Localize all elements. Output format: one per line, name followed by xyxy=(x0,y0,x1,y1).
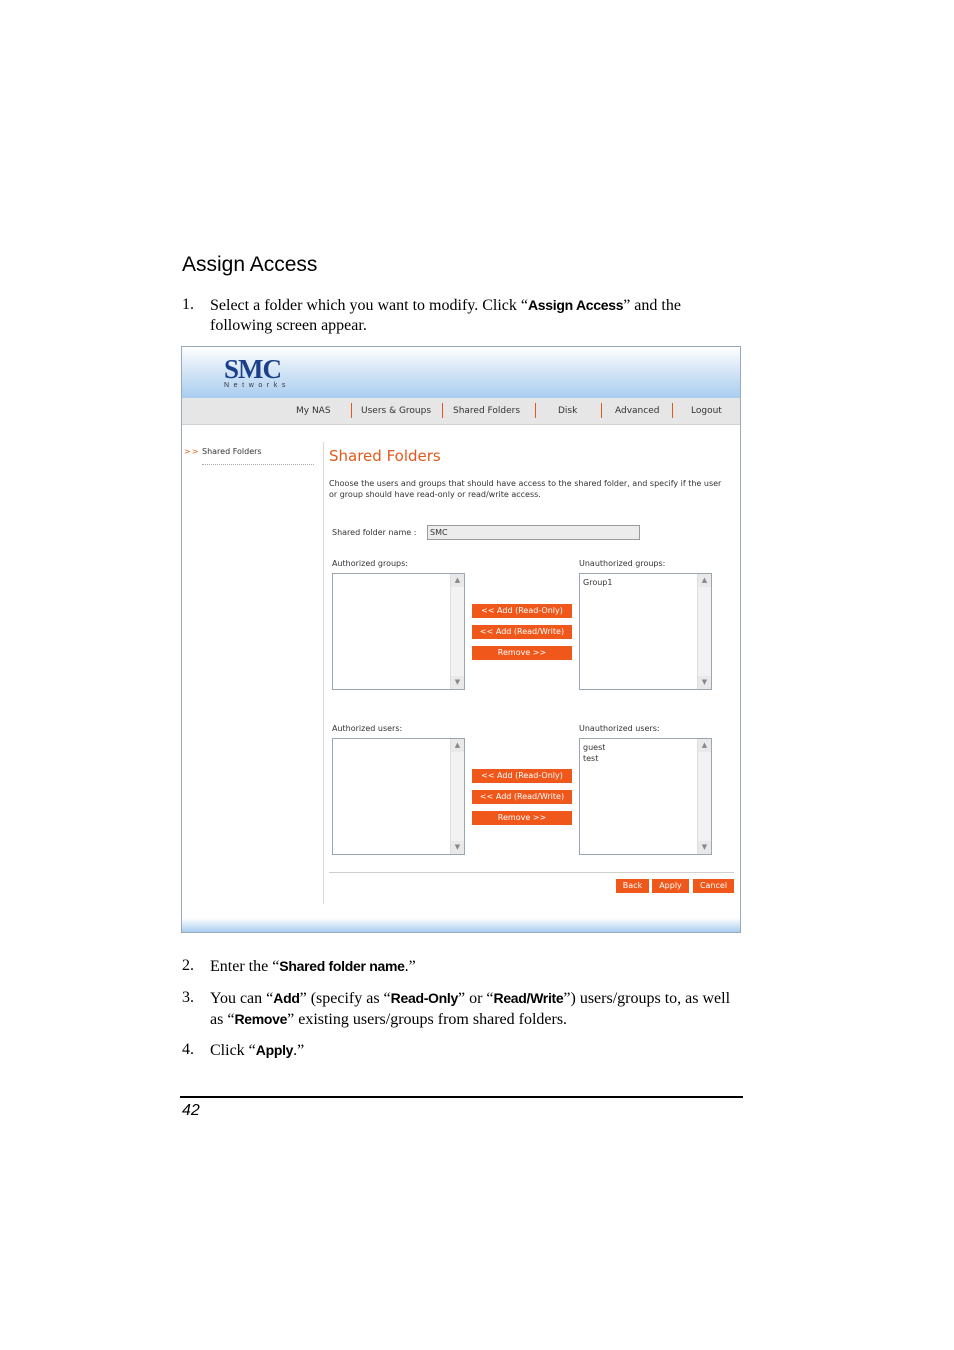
text: Enter the “ xyxy=(210,958,280,975)
scroll-up-icon[interactable]: ▲ xyxy=(698,739,711,752)
text: ” existing users/groups from shared folders. xyxy=(287,1011,568,1028)
apply-button[interactable]: Apply xyxy=(652,879,689,893)
scroll-up-icon[interactable]: ▲ xyxy=(451,739,464,752)
keyword: Add xyxy=(273,990,300,1006)
list-item[interactable]: test xyxy=(583,754,599,763)
list-item[interactable]: guest xyxy=(583,743,606,752)
scrollbar[interactable] xyxy=(450,739,464,854)
sidebar-arrow-icon: >> xyxy=(184,447,200,456)
page-description: Choose the users and groups that should have access to the shared folder, and specify if the user or group should have read-only or read/write access. xyxy=(329,479,722,499)
nav-logout[interactable]: Logout xyxy=(691,406,722,416)
nav-users-groups[interactable]: Users & Groups xyxy=(361,406,432,416)
vertical-divider xyxy=(323,442,324,904)
step-number: 1. xyxy=(182,296,194,313)
scroll-up-icon[interactable]: ▲ xyxy=(698,574,711,587)
scroll-down-icon[interactable]: ▼ xyxy=(451,841,464,854)
scroll-down-icon[interactable]: ▼ xyxy=(698,676,711,689)
unauthorized-groups-label: Unauthorized groups: xyxy=(579,559,666,568)
scroll-down-icon[interactable]: ▼ xyxy=(698,841,711,854)
folder-name-label: Shared folder name : xyxy=(332,528,417,537)
nav-separator xyxy=(601,403,602,418)
step-text xyxy=(210,956,747,977)
list-item[interactable]: Group1 xyxy=(583,578,613,587)
cancel-button[interactable]: Cancel xyxy=(693,879,734,893)
smc-logo xyxy=(224,355,290,389)
scrollbar[interactable] xyxy=(450,574,464,689)
text: ” or “ xyxy=(457,990,494,1007)
text: You can “ xyxy=(210,990,274,1007)
keyword: Read/Write xyxy=(493,990,564,1006)
nav-shared-folders[interactable]: Shared Folders xyxy=(453,406,521,416)
sidebar-divider xyxy=(202,464,314,465)
nav-my-nas[interactable]: My NAS xyxy=(296,406,331,416)
scrollbar[interactable] xyxy=(697,739,711,854)
nav-separator xyxy=(672,403,673,418)
text: ” (specify as “ xyxy=(299,990,391,1007)
remove-groups-button[interactable]: Remove >> xyxy=(472,646,572,660)
unauthorized-users-label: Unauthorized users: xyxy=(579,724,660,733)
text: .” xyxy=(293,1042,305,1059)
footer-rule xyxy=(180,1096,743,1098)
nav-separator xyxy=(442,403,443,418)
authorized-users-label: Authorized users: xyxy=(332,724,403,733)
folder-name-field[interactable]: SMC xyxy=(427,525,640,540)
back-button[interactable]: Back xyxy=(616,879,649,893)
authorized-groups-list[interactable] xyxy=(332,573,465,690)
step-number: 2. xyxy=(182,957,194,974)
page-number: 42 xyxy=(182,1102,200,1119)
step-text xyxy=(210,988,747,1030)
text: .” xyxy=(404,958,416,975)
nas-screenshot xyxy=(181,346,741,933)
nav-separator xyxy=(351,403,352,418)
step-number: 3. xyxy=(182,989,194,1006)
header-banner xyxy=(182,347,740,398)
text: Select a folder which you want to modify. Click “ xyxy=(210,297,528,314)
add-read-only-groups-button[interactable]: << Add (Read-Only) xyxy=(472,604,572,618)
footer-band xyxy=(182,918,740,932)
add-read-write-groups-button[interactable]: << Add (Read/Write) xyxy=(472,625,572,639)
form-divider xyxy=(329,872,734,873)
unauthorized-users-list[interactable] xyxy=(579,738,712,855)
keyword: Shared folder name xyxy=(279,958,405,974)
nav-bar xyxy=(182,398,740,425)
section-heading: Assign Access xyxy=(182,253,318,276)
step-text xyxy=(210,295,747,336)
list-items xyxy=(583,577,612,588)
sidebar-item-shared-folders[interactable]: Shared Folders xyxy=(202,447,262,456)
keyword: Assign Access xyxy=(528,297,624,313)
step-number: 4. xyxy=(182,1041,194,1058)
nav-disk[interactable]: Disk xyxy=(558,406,578,416)
nav-separator xyxy=(535,403,536,418)
add-read-only-users-button[interactable]: << Add (Read-Only) xyxy=(472,769,572,783)
authorized-users-list[interactable] xyxy=(332,738,465,855)
unauthorized-groups-list[interactable] xyxy=(579,573,712,690)
text: ” and the following screen appear. xyxy=(210,297,681,334)
scroll-down-icon[interactable]: ▼ xyxy=(451,676,464,689)
list-items xyxy=(583,742,605,764)
text: ”) users/groups to, as well as “ xyxy=(210,990,731,1028)
scroll-up-icon[interactable]: ▲ xyxy=(451,574,464,587)
logo-main: SMC xyxy=(224,354,281,384)
add-read-write-users-button[interactable]: << Add (Read/Write) xyxy=(472,790,572,804)
logo-sub: Networks xyxy=(224,382,290,389)
remove-users-button[interactable]: Remove >> xyxy=(472,811,572,825)
step-text xyxy=(210,1040,747,1061)
keyword: Read-Only xyxy=(390,990,458,1006)
authorized-groups-label: Authorized groups: xyxy=(332,559,408,568)
page-title: Shared Folders xyxy=(329,447,441,465)
text: Click “ xyxy=(210,1042,256,1059)
keyword: Apply xyxy=(255,1042,294,1058)
scrollbar[interactable] xyxy=(697,574,711,689)
keyword: Remove xyxy=(234,1011,288,1027)
nav-advanced[interactable]: Advanced xyxy=(615,406,660,416)
